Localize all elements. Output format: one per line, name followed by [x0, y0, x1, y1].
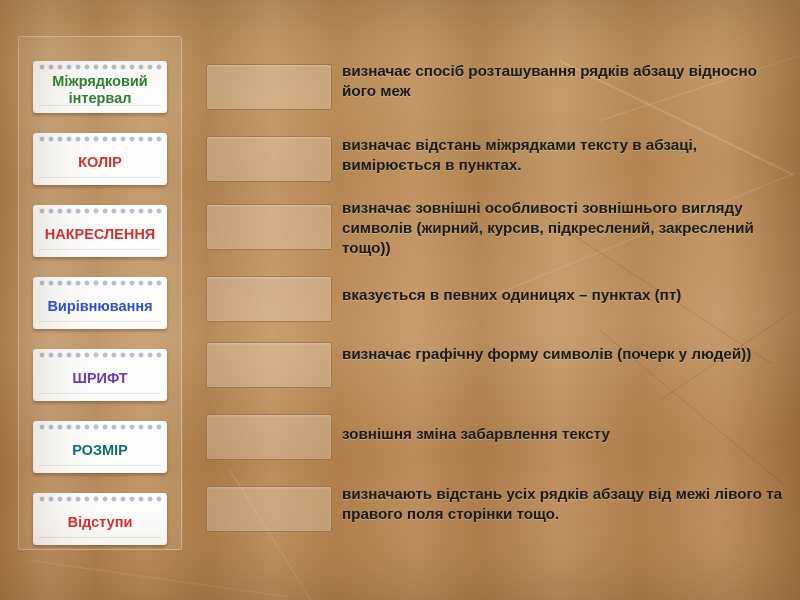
word-card-label: Відступи	[67, 514, 133, 531]
definition-text: визначає зовнішні особливості зовнішнього вигляду символів (жирний, курсив, підкреслений, закреслений тощо))	[342, 200, 754, 258]
word-card[interactable]	[33, 421, 167, 473]
drop-zone[interactable]	[206, 342, 332, 388]
drop-zone[interactable]	[206, 64, 332, 110]
word-card-label: КОЛІР	[78, 154, 122, 171]
word-card[interactable]	[33, 205, 167, 257]
drop-zone[interactable]	[206, 414, 332, 460]
word-card[interactable]	[33, 349, 167, 401]
word-card-label: Міжрядковий інтервал	[52, 74, 148, 107]
word-card-label: ШРИФТ	[72, 370, 128, 387]
definition-text: визначає спосіб розташування рядків абзацу відносно його меж	[342, 63, 757, 101]
word-card-label: РОЗМІР	[72, 442, 128, 459]
word-card[interactable]	[33, 61, 167, 113]
word-card[interactable]	[33, 277, 167, 329]
cards-panel	[18, 36, 182, 550]
word-card-label: НАКРЕСЛЕННЯ	[44, 226, 156, 243]
drop-zone[interactable]	[206, 204, 332, 250]
word-card[interactable]	[33, 493, 167, 545]
drop-zone[interactable]	[206, 136, 332, 182]
drop-zone[interactable]	[206, 486, 332, 532]
definition-text: визначає графічну форму символів (почерк у людей))	[342, 346, 752, 363]
word-card-label: Вирівнювання	[47, 298, 153, 315]
definition-text: визначають відстань усіх рядків абзацу від межі лівого та правого поля сторінки тощо.	[342, 486, 783, 524]
word-card[interactable]	[33, 133, 167, 185]
definition-text: зовнішня зміна забарвлення тексту	[342, 426, 610, 443]
drop-zone[interactable]	[206, 276, 332, 322]
definition-text: вказується в певних одиницях – пунктах (пт)	[342, 287, 682, 304]
definition-text: визначає відстань міжрядками тексту в абзаці, вимірюється в пунктах.	[342, 137, 697, 175]
wood-grain-streak	[30, 560, 288, 597]
